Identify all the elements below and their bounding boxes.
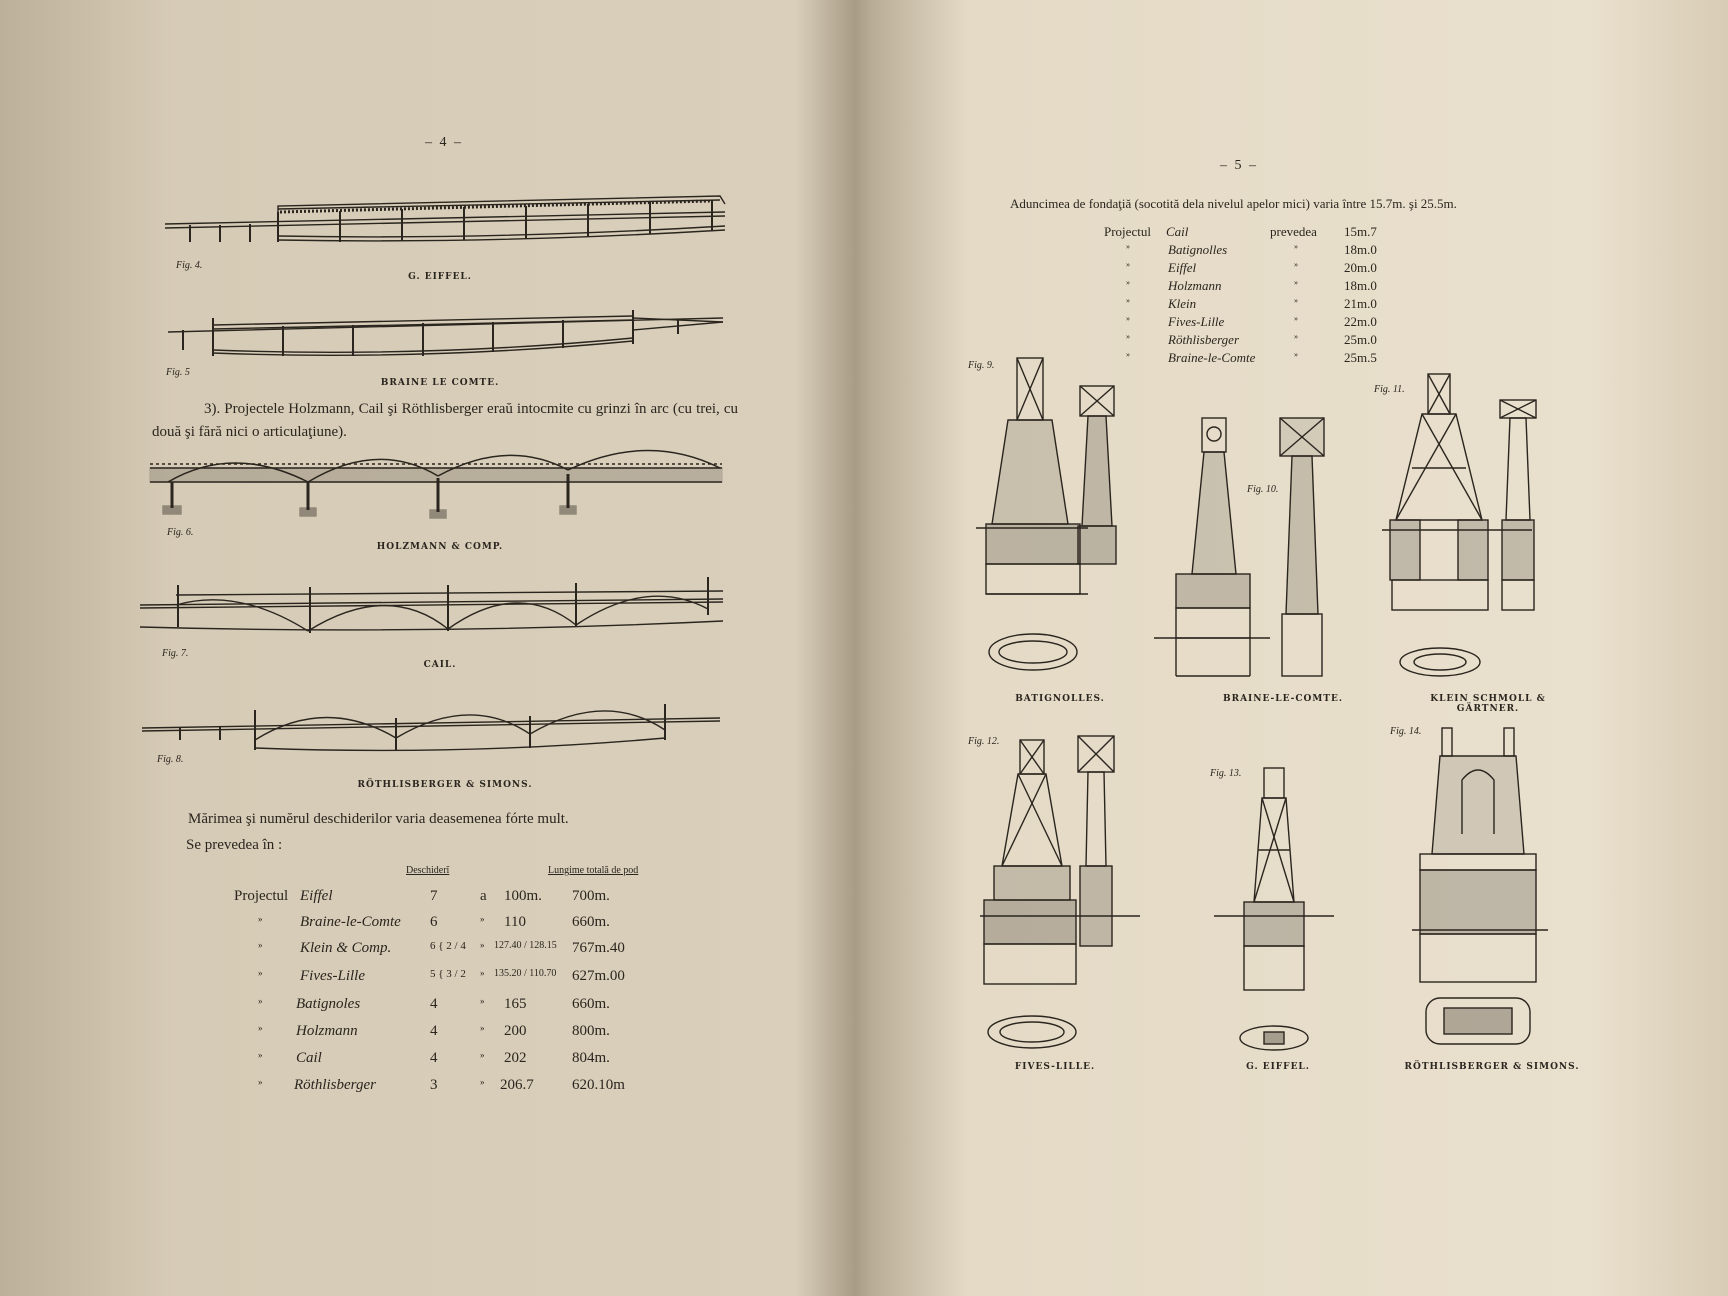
figure-7-caption: CAIL. bbox=[423, 660, 457, 670]
row-sep: » bbox=[480, 940, 485, 950]
figure-8-caption: RÖTHLISBERGER & SIMONS. bbox=[357, 780, 533, 790]
opening-span: 127.40 / 128.15 bbox=[494, 940, 557, 951]
figure-8-rothlisberger-bridge bbox=[140, 700, 722, 760]
opening-span: 100m. bbox=[504, 888, 542, 904]
total-length: 804m. bbox=[572, 1050, 610, 1066]
figure-10-caption: BRAINE-LE-COMTE. bbox=[1222, 694, 1343, 704]
figure-13-eiffel-pier bbox=[1214, 766, 1344, 1056]
foundation-depth: 15m.7 bbox=[1344, 224, 1377, 239]
row-sep: » bbox=[480, 1023, 485, 1033]
row-prefix: » bbox=[1126, 242, 1130, 251]
opening-count: 4 bbox=[430, 1023, 438, 1039]
figure-4-label: Fig. 4. bbox=[176, 260, 203, 271]
figure-4-caption: G. EIFFEL. bbox=[408, 272, 472, 282]
row-verb: » bbox=[1294, 260, 1298, 269]
opening-span: 206.7 bbox=[500, 1077, 534, 1093]
total-length: 660m. bbox=[572, 996, 610, 1012]
project-name: Röthlisberger bbox=[294, 1077, 376, 1093]
opening-span: 110 bbox=[504, 914, 526, 930]
row-verb: » bbox=[1294, 350, 1298, 359]
list-item bbox=[1104, 224, 1424, 241]
table-row bbox=[234, 1077, 654, 1101]
row-prefix: » bbox=[1126, 278, 1130, 287]
opening-span: 202 bbox=[504, 1050, 527, 1066]
total-length: 660m. bbox=[572, 914, 610, 930]
foundation-depth: 20m.0 bbox=[1344, 260, 1377, 275]
opening-count: 6 bbox=[430, 914, 438, 930]
list-item bbox=[1104, 296, 1424, 313]
figure-7-label: Fig. 7. bbox=[162, 648, 189, 659]
figure-7-cail-bridge bbox=[138, 575, 726, 645]
figure-5-braine-le-comte-bridge bbox=[163, 300, 728, 360]
table-row bbox=[234, 914, 654, 938]
figure-9-caption: BATIGNOLLES. bbox=[1015, 694, 1105, 704]
list-item bbox=[1104, 332, 1424, 349]
figure-14-label: Fig. 14. bbox=[1390, 726, 1422, 737]
project-name: Klein & Comp. bbox=[300, 940, 392, 956]
figure-14-caption: RÖTHLISBERGER & SIMONS. bbox=[1404, 1062, 1580, 1072]
list-item bbox=[1104, 242, 1424, 259]
opening-count: 6 { 2 / 4 bbox=[430, 940, 466, 952]
table-row bbox=[234, 1050, 654, 1074]
paragraph-arch-projects: 3). Projectele Holzmann, Cail şi Röthlisberger eraŭ intocmite cu grinzi în arc (cu trei, cu două şi fără nici o articulaţiune). bbox=[152, 401, 738, 440]
row-prefix: » bbox=[1126, 260, 1130, 269]
row-prefix: » bbox=[1126, 332, 1130, 341]
list-item bbox=[1104, 278, 1424, 295]
project-name: Fives-Lille bbox=[1168, 314, 1225, 329]
figure-12-caption: FIVES-LILLE. bbox=[1014, 1062, 1096, 1072]
project-name: Eiffel bbox=[300, 888, 333, 904]
figure-11-caption: KLEIN SCHMOLL & GÄRTNER. bbox=[1430, 694, 1546, 714]
row-verb: » bbox=[1294, 332, 1298, 341]
project-name: Braine-le-Comte bbox=[300, 914, 401, 930]
project-name: Batignolles bbox=[1168, 242, 1228, 257]
opening-count: 5 { 3 / 2 bbox=[430, 968, 466, 980]
total-length: 700m. bbox=[572, 888, 610, 904]
figure-10-label: Fig. 10. bbox=[1247, 484, 1279, 495]
figure-11-label: Fig. 11. bbox=[1374, 384, 1405, 395]
figure-4-eiffel-bridge bbox=[160, 192, 730, 262]
table-row bbox=[234, 968, 654, 992]
foundation-depth: 21m.0 bbox=[1344, 296, 1377, 311]
project-name: Cail bbox=[296, 1050, 322, 1066]
row-prefix: » bbox=[258, 996, 263, 1006]
figure-6-caption: HOLZMANN & COMP. bbox=[376, 542, 504, 552]
opening-count: 7 bbox=[430, 888, 438, 904]
foundation-depth: 18m.0 bbox=[1344, 242, 1377, 257]
row-prefix: » bbox=[258, 968, 263, 978]
table-row bbox=[234, 940, 654, 964]
figure-14-rothlisberger-pier bbox=[1412, 724, 1550, 1054]
total-length: 767m.40 bbox=[572, 940, 625, 956]
total-length: 800m. bbox=[572, 1023, 610, 1039]
figure-8-label: Fig. 8. bbox=[157, 754, 184, 765]
row-sep: » bbox=[480, 914, 485, 924]
figure-5-label: Fig. 5 bbox=[166, 367, 190, 378]
page-number: – 5 – bbox=[1220, 158, 1258, 173]
figure-11-klein-pier bbox=[1382, 372, 1552, 682]
table-row bbox=[234, 1023, 654, 1047]
opening-span: 135.20 / 110.70 bbox=[494, 968, 557, 979]
foundation-intro: Aduncimea de fondaţiă (socotită dela nivelul apelor mici) varia între 15.7m. şi 25.5m. bbox=[1010, 196, 1457, 211]
opening-span: 165 bbox=[504, 996, 527, 1012]
project-name: Batignoles bbox=[296, 996, 361, 1012]
row-sep: » bbox=[480, 996, 485, 1006]
project-name: Braine-le-Comte bbox=[1168, 350, 1256, 365]
project-name: Cail bbox=[1166, 224, 1189, 239]
page-number: – 4 – bbox=[425, 135, 463, 150]
foundation-depth: 22m.0 bbox=[1344, 314, 1377, 329]
figure-9-batignolles-pier bbox=[976, 356, 1148, 676]
row-verb: » bbox=[1294, 296, 1298, 305]
figure-5-caption: BRAINE LE COMTE. bbox=[380, 378, 500, 388]
row-verb: » bbox=[1294, 314, 1298, 323]
foundation-depth: 18m.0 bbox=[1344, 278, 1377, 293]
foundation-depth: 25m.5 bbox=[1344, 350, 1377, 365]
row-verb: prevedea bbox=[1270, 224, 1317, 239]
project-name: Holzmann bbox=[1168, 278, 1222, 293]
row-verb: » bbox=[1294, 242, 1298, 251]
figure-6-label: Fig. 6. bbox=[167, 527, 194, 538]
row-sep: a bbox=[480, 888, 487, 904]
paragraph-openings-line2: Se prevedea în : bbox=[186, 837, 283, 853]
right-page bbox=[850, 0, 1728, 1296]
project-name: Holzmann bbox=[296, 1023, 358, 1039]
row-prefix: » bbox=[258, 1077, 263, 1087]
opening-span: 200 bbox=[504, 1023, 527, 1039]
list-item bbox=[1104, 350, 1424, 367]
foundation-depth: 25m.0 bbox=[1344, 332, 1377, 347]
row-verb: » bbox=[1294, 278, 1298, 287]
row-prefix: » bbox=[258, 914, 263, 924]
figure-13-label: Fig. 13. bbox=[1210, 768, 1242, 779]
table-header-openings: Deschiderĭ bbox=[406, 865, 450, 876]
row-prefix: » bbox=[1126, 314, 1130, 323]
total-length: 627m.00 bbox=[572, 968, 625, 984]
table-row bbox=[234, 996, 654, 1020]
opening-count: 4 bbox=[430, 1050, 438, 1066]
figure-10-braine-le-comte-pier bbox=[1154, 414, 1344, 682]
row-prefix: Projectul bbox=[1104, 224, 1151, 239]
row-sep: » bbox=[480, 1050, 485, 1060]
figure-13-caption: G. EIFFEL. bbox=[1246, 1062, 1310, 1072]
row-prefix: » bbox=[258, 940, 263, 950]
total-length: 620.10m bbox=[572, 1077, 625, 1093]
figure-6-holzmann-bridge bbox=[148, 452, 726, 528]
figure-9-label: Fig. 9. bbox=[968, 360, 995, 371]
project-name: Fives-Lille bbox=[300, 968, 365, 984]
row-sep: » bbox=[480, 1077, 485, 1087]
opening-count: 4 bbox=[430, 996, 438, 1012]
figure-12-label: Fig. 12. bbox=[968, 736, 1000, 747]
opening-count: 3 bbox=[430, 1077, 438, 1093]
row-prefix: » bbox=[258, 1023, 263, 1033]
project-name: Klein bbox=[1168, 296, 1197, 311]
row-prefix: » bbox=[1126, 296, 1130, 305]
list-item bbox=[1104, 260, 1424, 277]
list-item bbox=[1104, 314, 1424, 331]
row-prefix: » bbox=[1126, 350, 1130, 359]
paragraph-openings-line1: Mărimea şi numĕrul deschiderilor varia deasemenea fórte mult. bbox=[188, 811, 569, 827]
table-header-length: Lungime totală de pod bbox=[548, 865, 639, 876]
figure-12-fives-lille-pier bbox=[980, 730, 1150, 1056]
left-page bbox=[0, 0, 850, 1296]
project-name: Röthlisberger bbox=[1168, 332, 1240, 347]
project-name: Eiffel bbox=[1168, 260, 1197, 275]
row-prefix: » bbox=[258, 1050, 263, 1060]
row-prefix: Projectul bbox=[234, 888, 289, 904]
table-row bbox=[234, 888, 654, 912]
row-sep: » bbox=[480, 968, 485, 978]
